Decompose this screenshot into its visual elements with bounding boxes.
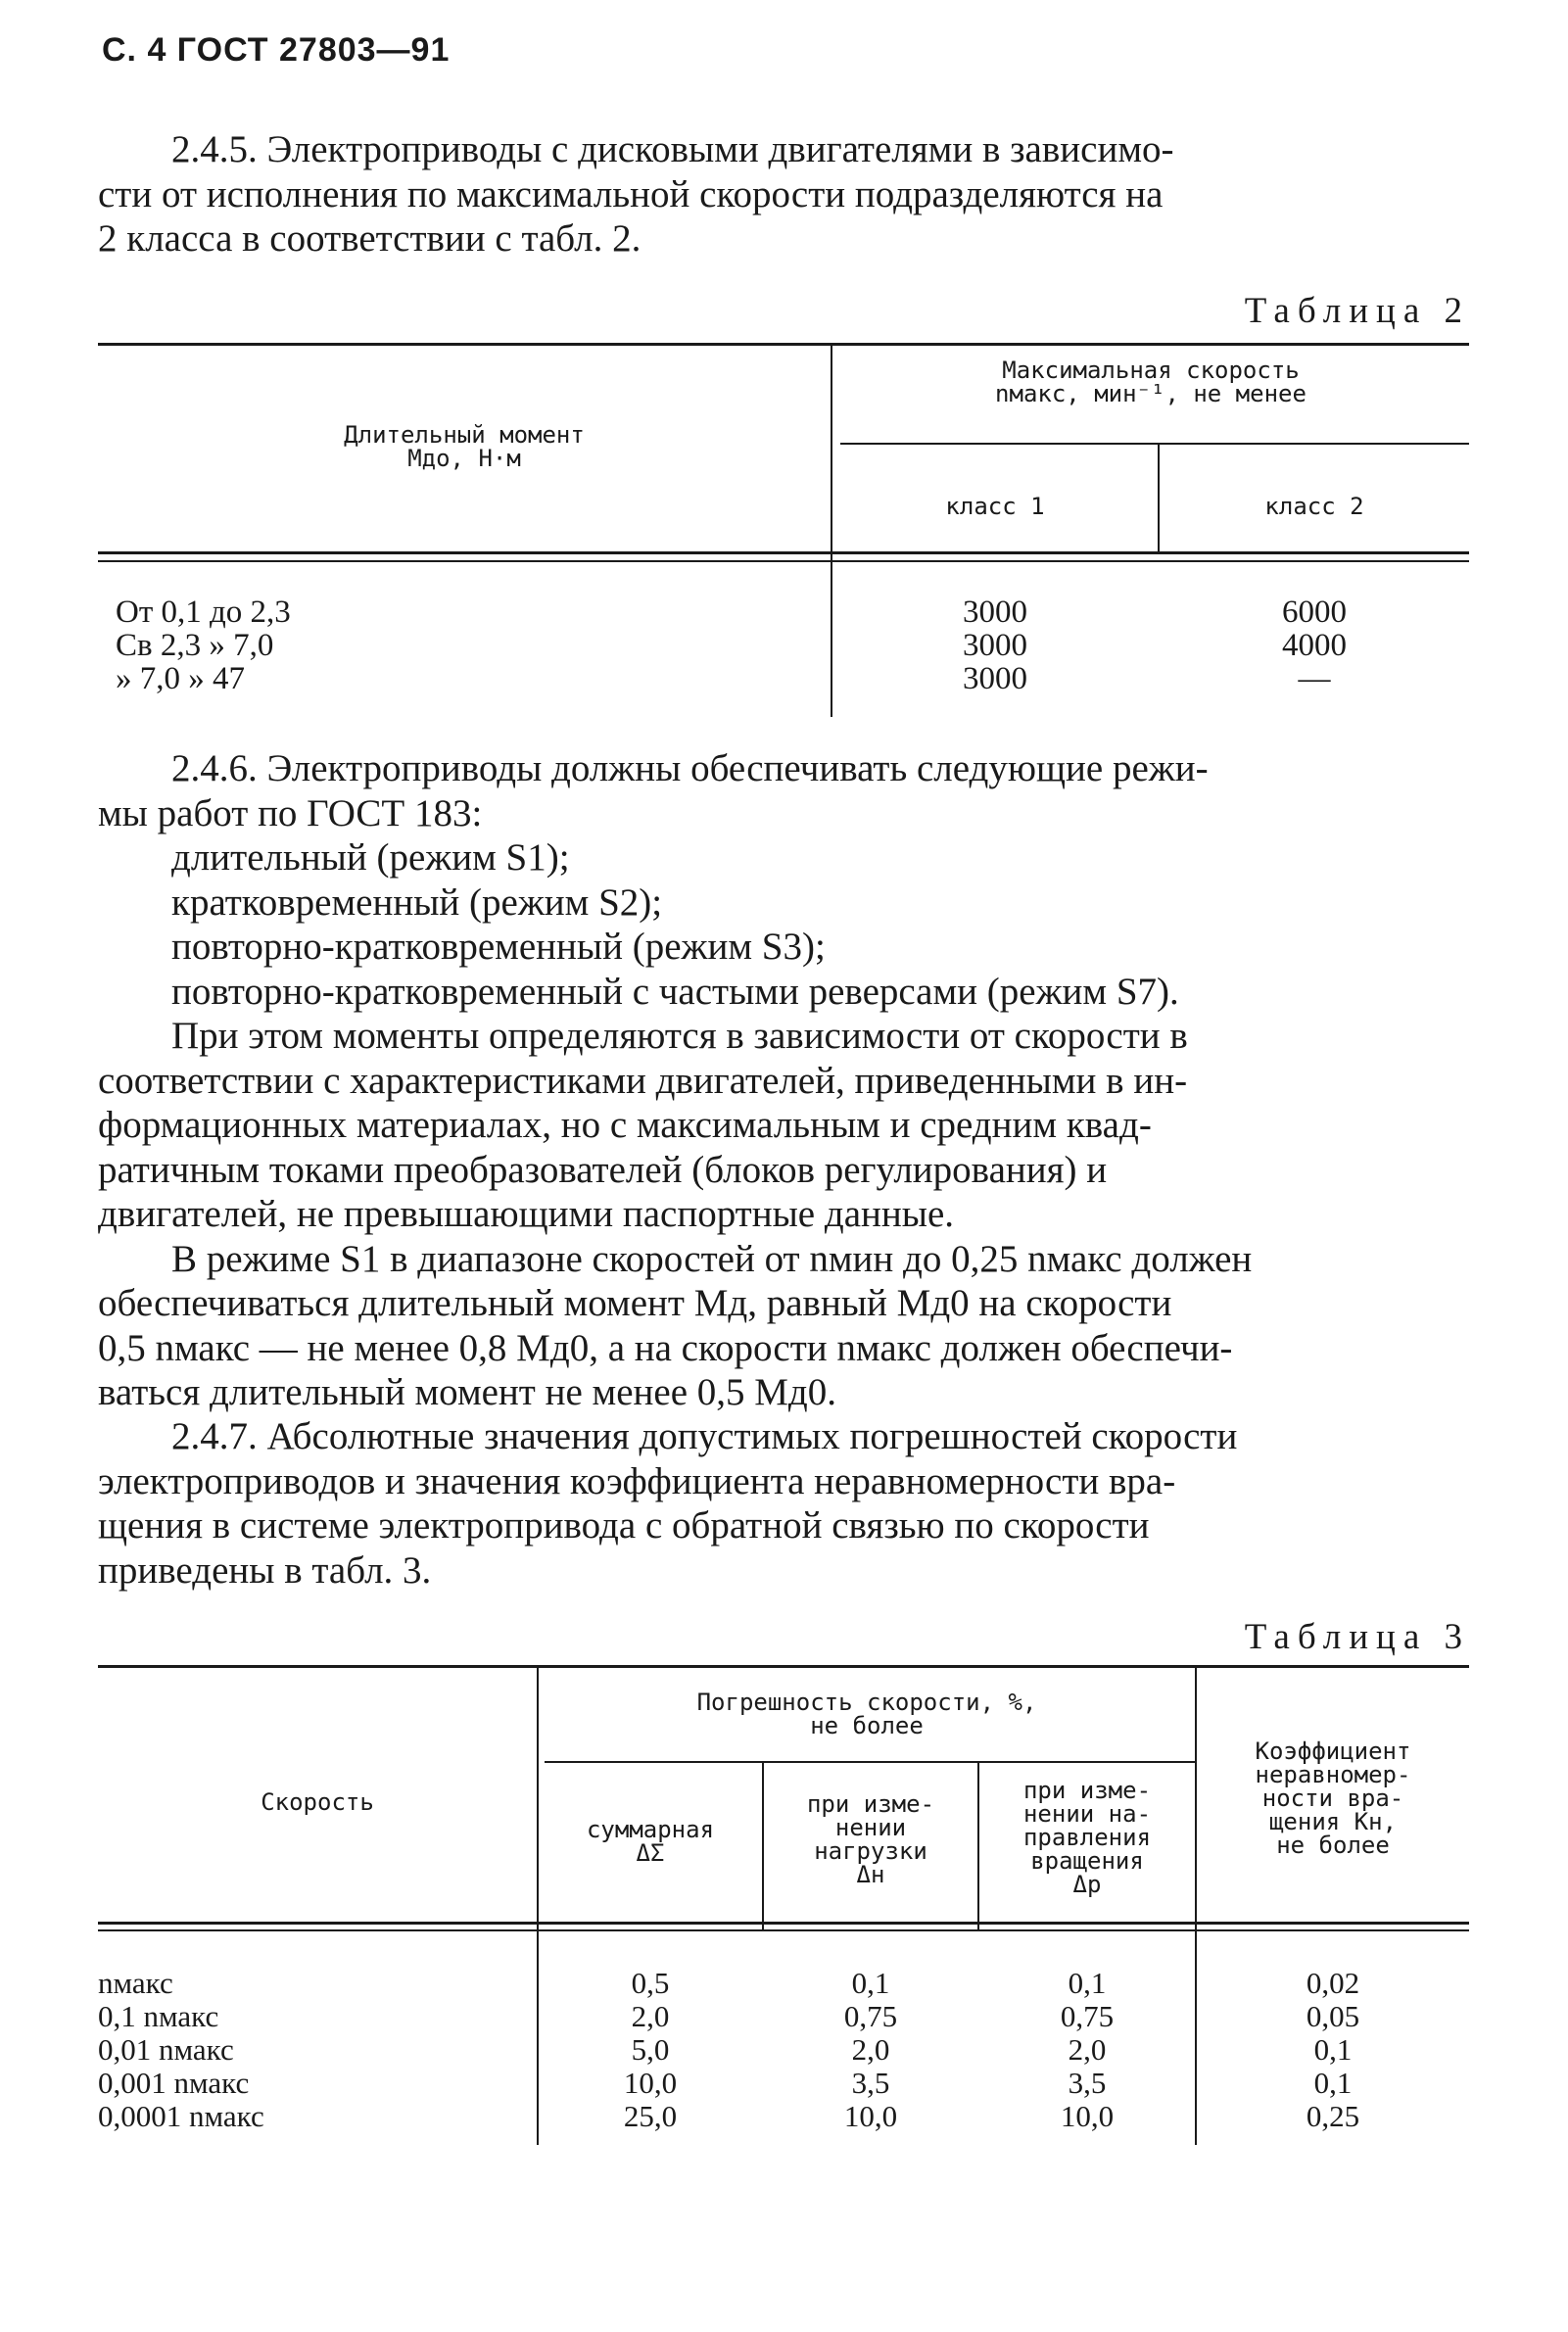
text-line: обеспечиваться длительный момент Mд, равный Mд0 на скорости <box>98 1282 1172 1324</box>
table-cell: 0,1 <box>1068 1966 1107 2000</box>
text-line: 2 класса в соответствии с табл. 2. <box>98 217 641 260</box>
paragraph-2-4-5 <box>98 127 1464 262</box>
text-line: ратичным токами преобразователей (блоков регулирования) и <box>98 1148 1108 1191</box>
column-header-moment <box>98 423 831 470</box>
header-line: ности вра- <box>1261 1785 1404 1812</box>
text-line: формационных материалах, но с максимальным и средним квад- <box>98 1104 1152 1146</box>
text-line: щения в системе электропривода с обратной связью по скорости <box>98 1504 1150 1547</box>
header-line: при изме- <box>806 1790 935 1818</box>
table-cell: 0,75 <box>1060 1999 1115 2033</box>
table-rule <box>98 551 1469 554</box>
table-cell: 10,0 <box>843 2099 898 2133</box>
table-rule <box>98 1665 1469 1668</box>
column-class-1-values <box>832 595 1158 695</box>
text-line: При этом моменты определяются в зависимости от скорости в <box>171 1015 1188 1057</box>
table-rule <box>98 560 1469 562</box>
text-line: В режиме S1 в диапазоне скоростей от nмин до 0,25 nмакс должен <box>171 1237 1253 1280</box>
header-line: Длительный момент <box>344 421 585 449</box>
table-cell: — <box>1298 661 1331 696</box>
list-item: кратковременный (режим S2); <box>171 880 663 924</box>
column-header-class-2: класс 2 <box>1264 493 1364 520</box>
header-line: Δн <box>856 1861 885 1888</box>
header-line: nмакс, мин⁻¹, не менее <box>995 380 1307 407</box>
table-cell: 10,0 <box>623 2066 678 2100</box>
column-group-header-error <box>539 1690 1195 1737</box>
table-cell: 0,0001 nмакс <box>98 2099 264 2133</box>
column-class-2-values <box>1160 595 1469 695</box>
header-line: щения Kн, <box>1268 1808 1398 1835</box>
text-line: 0,5 nмакс — не менее 0,8 Mд0, а на скорости nмакс должен обеспечи- <box>98 1326 1233 1369</box>
table-cell: 10,0 <box>1060 2099 1115 2133</box>
header-line: нении на- <box>1022 1800 1152 1828</box>
column-group-header-speed <box>832 358 1469 405</box>
text-line: приведены в табл. 3. <box>98 1548 432 1592</box>
header-line: суммарная <box>586 1816 715 1843</box>
list-item: длительный (режим S1); <box>171 836 570 879</box>
header-line: ΔΣ <box>636 1839 665 1867</box>
table-cell: 0,001 nмакс <box>98 2066 250 2100</box>
text-line: мы работ по ГОСТ 183: <box>98 791 483 834</box>
column-irregularity-values <box>1197 1967 1469 2133</box>
table-cell: 0,1 nмакс <box>98 1999 219 2033</box>
column-direction-error-values <box>979 1967 1195 2133</box>
header-line: Погрешность скорости, %, <box>696 1689 1037 1716</box>
table-cell: 3,5 <box>1068 2066 1107 2100</box>
header-line: Δр <box>1072 1871 1102 1898</box>
table-cell: » 7,0 » 47 <box>116 661 245 696</box>
table-cell: 3000 <box>963 595 1027 630</box>
header-line: не более <box>810 1712 924 1739</box>
column-load-error-values <box>764 1967 977 2133</box>
header-line: неравномер- <box>1255 1761 1411 1788</box>
text-line: электроприводов и значения коэффициента неравномерности вра- <box>98 1459 1176 1502</box>
table-cell: 2,0 <box>1068 2032 1107 2067</box>
table-cell: 0,1 <box>851 1966 890 2000</box>
header-line: не более <box>1276 1832 1390 1859</box>
table-cell: 0,1 <box>1313 2066 1353 2100</box>
header-line: при изме- <box>1022 1777 1152 1804</box>
header-line: нении <box>834 1814 907 1841</box>
text-line: сти от исполнения по максимальной скорости подразделяются на <box>98 172 1164 215</box>
column-header-direction-error <box>979 1779 1195 1896</box>
table-cell: 2,0 <box>851 2032 890 2067</box>
table-3-title: Таблица 3 <box>1244 1617 1470 1657</box>
column-moment-values <box>116 595 821 695</box>
table-rule <box>98 343 1469 346</box>
table-cell: 3000 <box>963 661 1027 696</box>
header-line: правления <box>1022 1824 1152 1851</box>
column-header-class-1: класс 1 <box>945 493 1045 520</box>
table-rule <box>545 1761 1195 1763</box>
column-speed-values <box>98 1967 529 2133</box>
table-cell: 2,0 <box>631 1999 670 2033</box>
column-header-speed: Скорость <box>261 1788 374 1816</box>
list-item: повторно-кратковременный с частыми реверсами (режим S7). <box>171 970 1179 1013</box>
table-cell: 0,1 <box>1313 2032 1353 2067</box>
table-cell: 0,02 <box>1306 1966 1360 2000</box>
table-cell: 0,05 <box>1306 1999 1360 2033</box>
text-line: ваться длительный момент не менее 0,5 Mд0. <box>98 1371 837 1413</box>
table-rule <box>98 1922 1469 1925</box>
table-cell: 25,0 <box>623 2099 678 2133</box>
page-header: С. 4 ГОСТ 27803—91 <box>102 31 451 69</box>
text-line: 2.4.7. Абсолютные значения допустимых погрешностей скорости <box>171 1415 1238 1457</box>
text-line: двигателей, не превышающими паспортные данные. <box>98 1193 955 1235</box>
table-cell: nмакс <box>98 1966 173 2000</box>
text-line: соответствии с характеристиками двигателей, приведенными в ин- <box>98 1059 1188 1102</box>
text-line: 2.4.5. Электроприводы с дисковыми двигателями в зависимо- <box>171 128 1174 170</box>
table-rule <box>840 443 1469 445</box>
header-line: Mдо, Н·м <box>407 445 521 472</box>
header-line: нагрузки <box>814 1837 927 1865</box>
table-2-title: Таблица 2 <box>1244 291 1470 331</box>
column-header-total-error <box>539 1818 762 1865</box>
table-cell: 0,25 <box>1306 2099 1360 2133</box>
column-header-load-error <box>764 1792 977 1886</box>
header-line: Максимальная скорость <box>1002 357 1300 384</box>
paragraph-2-4-7 <box>98 1414 1464 1593</box>
table-cell: 4000 <box>1282 628 1347 663</box>
text-line: 2.4.6. Электроприводы должны обеспечивать следующие режи- <box>171 747 1209 789</box>
column-header-irregularity-coefficient <box>1197 1739 1469 1857</box>
paragraph-2-4-6 <box>98 746 1464 1415</box>
list-item: повторно-кратковременный (режим S3); <box>171 926 826 968</box>
table-cell: 3000 <box>963 628 1027 663</box>
table-rule <box>98 1929 1469 1931</box>
header-line: вращения <box>1030 1847 1144 1875</box>
table-cell: 0,75 <box>843 1999 898 2033</box>
column-total-error-values <box>539 1967 762 2133</box>
header-line: Коэффициент <box>1255 1737 1411 1765</box>
table-cell: 3,5 <box>851 2066 890 2100</box>
table-cell: 5,0 <box>631 2032 670 2067</box>
table-cell: 0,5 <box>631 1966 670 2000</box>
table-cell: От 0,1 до 2,3 <box>116 595 291 630</box>
table-cell: 6000 <box>1282 595 1347 630</box>
table-cell: 0,01 nмакс <box>98 2032 234 2067</box>
table-cell: Св 2,3 » 7,0 <box>116 628 274 663</box>
